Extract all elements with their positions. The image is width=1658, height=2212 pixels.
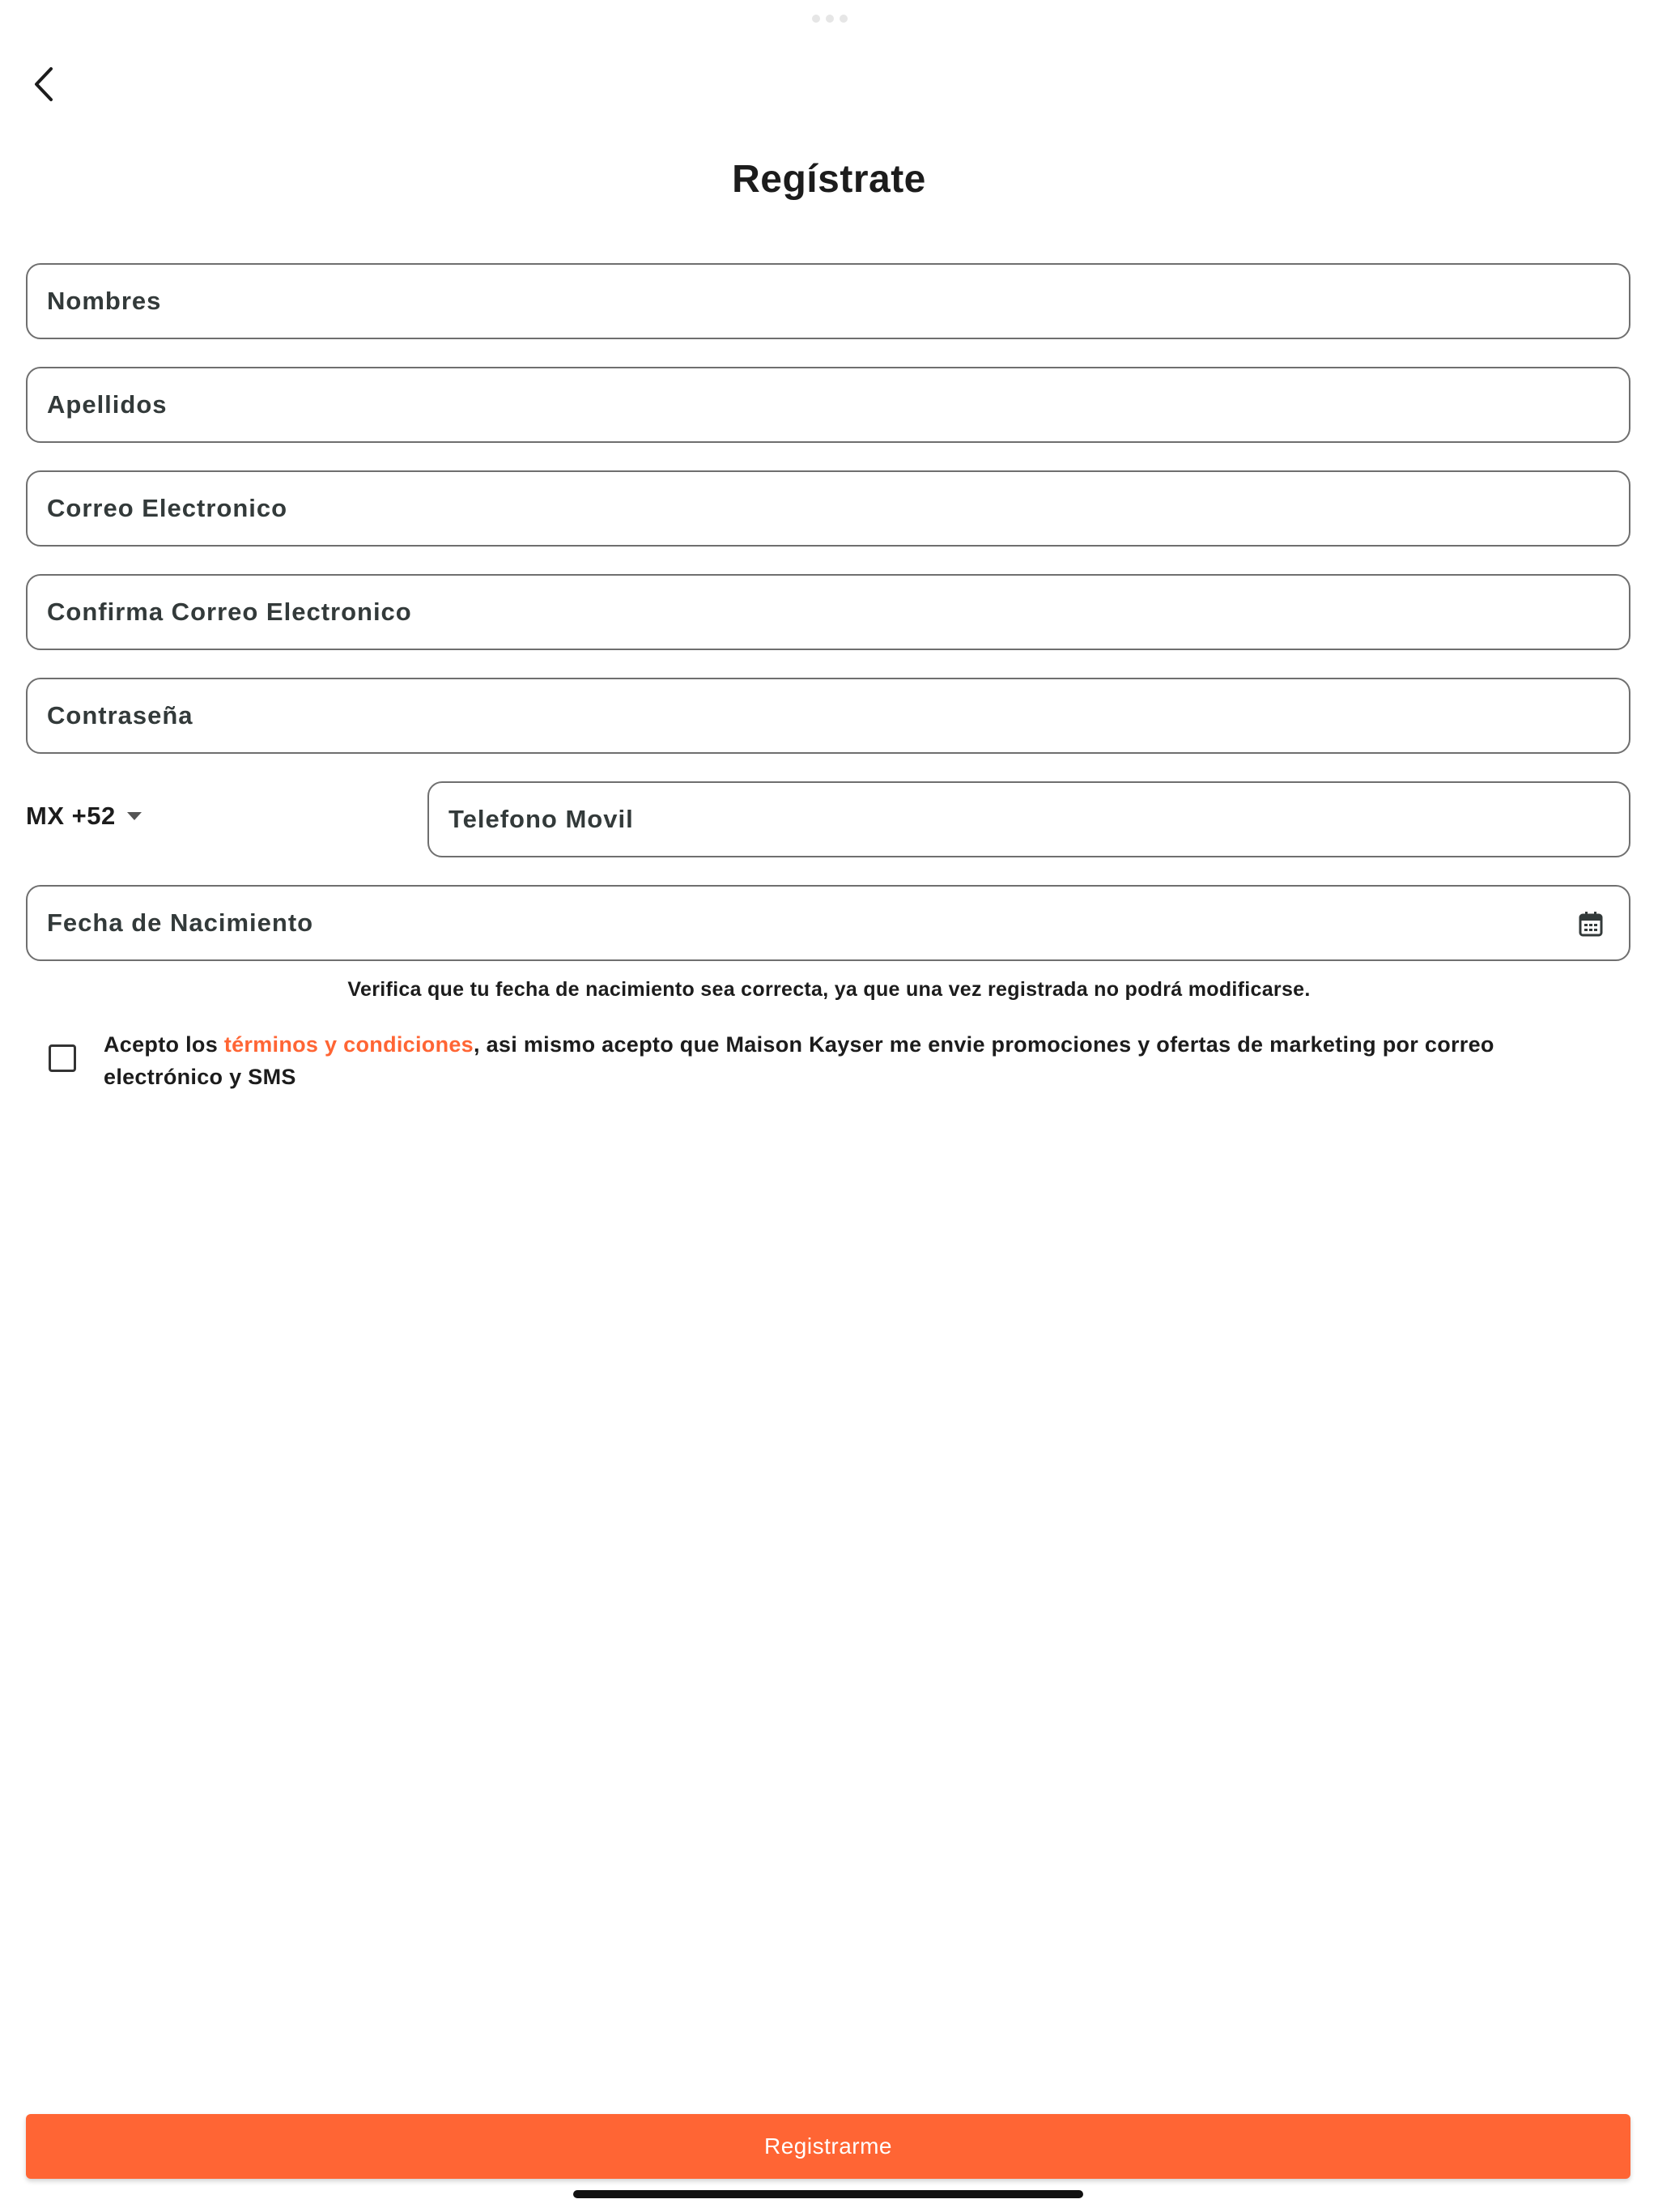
- email-input[interactable]: [28, 472, 1629, 545]
- register-button[interactable]: Registrarme: [26, 2114, 1630, 2179]
- terms-link[interactable]: términos y condiciones: [223, 1032, 474, 1057]
- phone-input[interactable]: [429, 783, 1629, 856]
- confirm-email-field[interactable]: [26, 574, 1630, 650]
- country-code-value: MX +52: [26, 802, 116, 830]
- terms-checkbox[interactable]: [49, 1044, 76, 1072]
- first-name-input[interactable]: [28, 265, 1629, 338]
- page-title: Regístrate: [732, 158, 926, 201]
- multitasking-indicator[interactable]: [812, 15, 848, 23]
- dot: [812, 15, 820, 23]
- confirm-email-input[interactable]: [28, 576, 1629, 649]
- back-button[interactable]: [28, 62, 60, 107]
- first-name-field[interactable]: [26, 263, 1630, 339]
- dot: [826, 15, 834, 23]
- email-field[interactable]: [26, 470, 1630, 547]
- last-name-field[interactable]: [26, 367, 1630, 443]
- birthdate-field[interactable]: [26, 885, 1630, 961]
- terms-text: [104, 1028, 1587, 1093]
- caret-down-icon: [127, 812, 142, 820]
- terms-suffix: , asi mismo acepto que Maison Kayser me envie promociones y ofertas de marketing por correo electrónico y SMS: [104, 1032, 1494, 1089]
- country-code-select[interactable]: [26, 802, 142, 831]
- birthdate-input[interactable]: [28, 887, 1629, 959]
- home-indicator[interactable]: [573, 2190, 1083, 2198]
- terms-consent: [49, 1028, 1587, 1093]
- terms-prefix: Acepto los: [104, 1032, 224, 1057]
- last-name-input[interactable]: [28, 368, 1629, 441]
- password-field[interactable]: [26, 678, 1630, 754]
- phone-field[interactable]: [427, 781, 1630, 857]
- dot: [840, 15, 848, 23]
- calendar-icon[interactable]: [1579, 911, 1603, 937]
- chevron-left-icon: [33, 66, 54, 102]
- birthdate-note: Verifica que tu fecha de nacimiento sea correcta, ya que una vez registrada no podrá modificarse.: [347, 978, 1311, 1001]
- password-input[interactable]: [28, 679, 1629, 752]
